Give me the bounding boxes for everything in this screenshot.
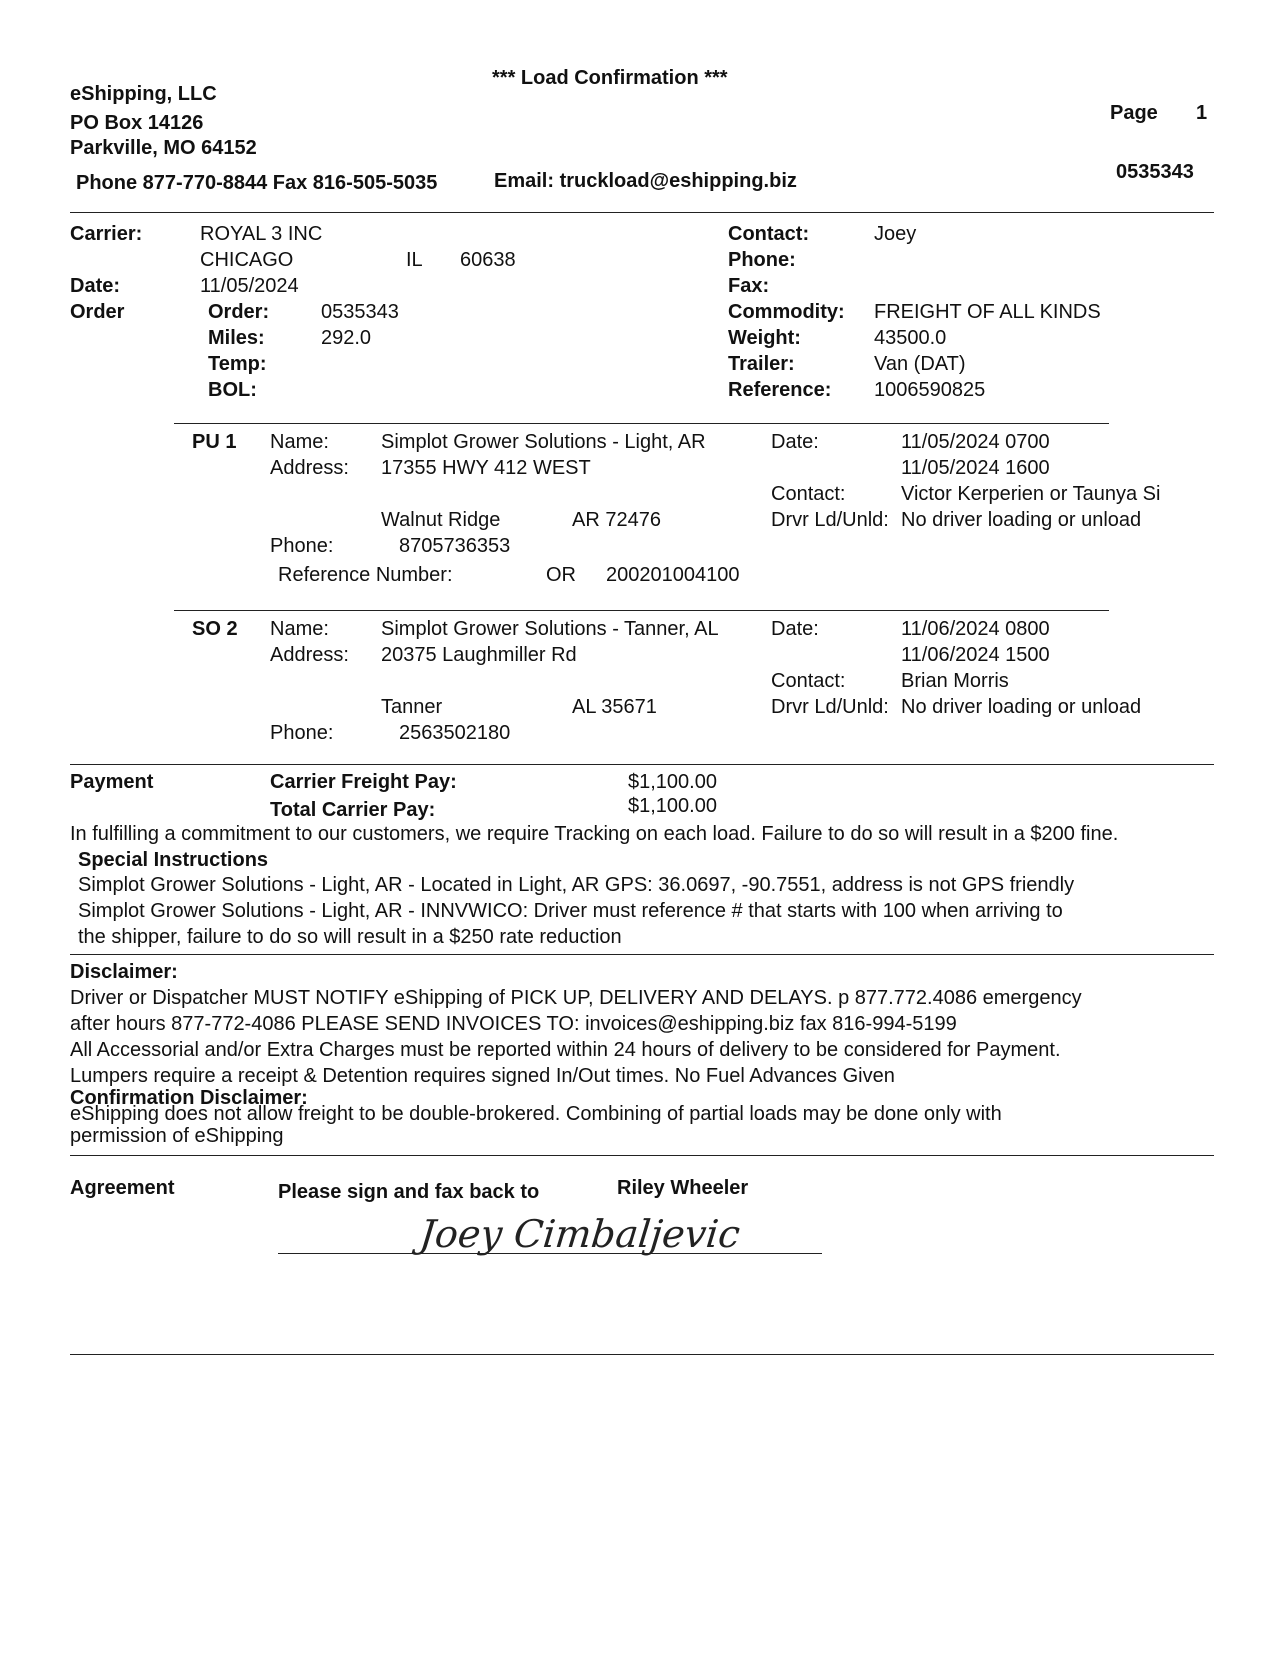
stop2-date-start: 11/06/2024 0800 bbox=[901, 618, 1050, 640]
special-instruction-line: Simplot Grower Solutions - Light, AR - INNVWICO: Driver must reference # that starts with 100 when arriving to bbox=[78, 900, 1063, 922]
disclaimer-line: after hours 877-772-4086 PLEASE SEND INVOICES TO: invoices@eshipping.biz fax 816-994-5199 bbox=[70, 1013, 957, 1035]
reference-label: Reference: bbox=[728, 379, 832, 401]
company-address-line1: PO Box 14126 bbox=[70, 112, 204, 134]
load-number: 0535343 bbox=[1116, 161, 1194, 183]
order-number: 0535343 bbox=[321, 301, 399, 323]
company-name: eShipping, LLC bbox=[70, 83, 217, 105]
carrier-label: Carrier: bbox=[70, 223, 143, 245]
stop1-phone-label: Phone: bbox=[270, 535, 334, 557]
stop1-divider bbox=[174, 423, 1109, 424]
stop2-drvr-label: Drvr Ld/Unld: bbox=[771, 696, 889, 718]
confirmation-date: 11/05/2024 bbox=[200, 275, 299, 297]
stop2-state-zip: AL 35671 bbox=[572, 696, 657, 718]
company-email: Email: truckload@eshipping.biz bbox=[494, 170, 797, 192]
disclaimer-line: Driver or Dispatcher MUST NOTIFY eShipping of PICK UP, DELIVERY AND DELAYS. p 877.772.4086 emergency bbox=[70, 987, 1082, 1009]
stop2-contact: Brian Morris bbox=[901, 670, 1009, 692]
stop1-address: 17355 HWY 412 WEST bbox=[381, 457, 591, 479]
stop1-date-end: 11/05/2024 1600 bbox=[901, 457, 1050, 479]
page-label: Page bbox=[1110, 102, 1158, 124]
disclaimer-line: Lumpers require a receipt & Detention requires signed In/Out times. No Fuel Advances Given bbox=[70, 1065, 895, 1087]
carrier-city: CHICAGO bbox=[200, 249, 294, 271]
stop1-address-label: Address: bbox=[270, 457, 349, 479]
special-instruction-line: the shipper, failure to do so will result in a $250 rate reduction bbox=[78, 926, 622, 948]
commodity-label: Commodity: bbox=[728, 301, 845, 323]
stop2-address-label: Address: bbox=[270, 644, 349, 666]
disclaimer-line: All Accessorial and/or Extra Charges must be reported within 24 hours of delivery to be considered for Payment. bbox=[70, 1039, 1061, 1061]
stop1-contact-label: Contact: bbox=[771, 483, 846, 505]
stop2-code: SO 2 bbox=[192, 618, 238, 640]
sign-prompt: Please sign and fax back to bbox=[278, 1181, 540, 1203]
stop1-code: PU 1 bbox=[192, 431, 237, 453]
carrier-name: ROYAL 3 INC bbox=[200, 223, 323, 245]
stop2-name-label: Name: bbox=[270, 618, 329, 640]
trailer-value: Van (DAT) bbox=[874, 353, 966, 375]
stop2-phone: 2563502180 bbox=[399, 722, 511, 744]
company-address-line2: Parkville, MO 64152 bbox=[70, 137, 257, 159]
reference-value: 1006590825 bbox=[874, 379, 986, 401]
stop2-date-end: 11/06/2024 1500 bbox=[901, 644, 1050, 666]
order-section-label: Order bbox=[70, 301, 125, 323]
stop1-date-start: 11/05/2024 0700 bbox=[901, 431, 1050, 453]
weight-label: Weight: bbox=[728, 327, 801, 349]
confirmation-disclaimer-line: permission of eShipping bbox=[70, 1125, 284, 1147]
stop1-drvr: No driver loading or unload bbox=[901, 509, 1142, 531]
agreement-contact-name: Riley Wheeler bbox=[617, 1177, 749, 1199]
weight-value: 43500.0 bbox=[874, 327, 947, 349]
stop2-city: Tanner bbox=[381, 696, 443, 718]
trailer-label: Trailer: bbox=[728, 353, 795, 375]
stop2-contact-label: Contact: bbox=[771, 670, 846, 692]
miles-value: 292.0 bbox=[321, 327, 372, 349]
agreement-divider bbox=[70, 1155, 1214, 1156]
payment-divider bbox=[70, 764, 1214, 765]
agreement-label: Agreement bbox=[70, 1177, 175, 1199]
signature: Joey Cimbaljevic bbox=[417, 1212, 743, 1256]
date-label: Date: bbox=[70, 275, 121, 297]
phone-label: Phone: bbox=[728, 249, 796, 271]
fax-label: Fax: bbox=[728, 275, 770, 297]
carrier-zip: 60638 bbox=[460, 249, 516, 271]
confirmation-disclaimer-line: eShipping does not allow freight to be double-brokered. Combining of partial loads may be done only with bbox=[70, 1103, 1002, 1125]
header-divider bbox=[70, 212, 1214, 213]
disclaimer-label: Disclaimer: bbox=[70, 961, 178, 983]
stop1-ref-value: 200201004100 bbox=[606, 564, 740, 586]
temp-label: Temp: bbox=[208, 353, 267, 375]
stop2-drvr: No driver loading or unload bbox=[901, 696, 1142, 718]
total-pay-value: $1,100.00 bbox=[628, 795, 717, 817]
stop1-phone: 8705736353 bbox=[399, 535, 511, 557]
company-phone-fax: Phone 877-770-8844 Fax 816-505-5035 bbox=[76, 172, 438, 194]
stop2-date-label: Date: bbox=[771, 618, 819, 640]
stop1-drvr-label: Drvr Ld/Unld: bbox=[771, 509, 889, 531]
carrier-state: IL bbox=[406, 249, 423, 271]
special-instruction-line: Simplot Grower Solutions - Light, AR - Located in Light, AR GPS: 36.0697, -90.7551, address is not GPS friendly bbox=[78, 874, 1075, 896]
stop1-contact: Victor Kerperien or Taunya Si bbox=[901, 483, 1161, 505]
tracking-note: In fulfilling a commitment to our customers, we require Tracking on each load. Failure to do so will result in a $200 fine. bbox=[70, 823, 1119, 845]
disclaimer-divider bbox=[70, 954, 1214, 955]
document-title: *** Load Confirmation *** bbox=[492, 67, 728, 89]
stop2-phone-label: Phone: bbox=[270, 722, 334, 744]
stop1-ref-type: OR bbox=[546, 564, 576, 586]
total-pay-label: Total Carrier Pay: bbox=[270, 799, 436, 821]
confirmation-disclaimer-label: Confirmation Disclaimer: bbox=[70, 1087, 308, 1109]
stop1-state-zip: AR 72476 bbox=[572, 509, 661, 531]
bol-label: BOL: bbox=[208, 379, 257, 401]
contact-value: Joey bbox=[874, 223, 917, 245]
stop2-name: Simplot Grower Solutions - Tanner, AL bbox=[381, 618, 719, 640]
miles-label: Miles: bbox=[208, 327, 265, 349]
stop1-name: Simplot Grower Solutions - Light, AR bbox=[381, 431, 706, 453]
order-label: Order: bbox=[208, 301, 270, 323]
special-instructions-label: Special Instructions bbox=[78, 849, 269, 871]
stop1-name-label: Name: bbox=[270, 431, 329, 453]
freight-pay-label: Carrier Freight Pay: bbox=[270, 771, 457, 793]
stop2-divider bbox=[174, 610, 1109, 611]
payment-label: Payment bbox=[70, 771, 154, 793]
stop1-city: Walnut Ridge bbox=[381, 509, 501, 531]
signature-line bbox=[278, 1253, 822, 1254]
stop1-ref-label: Reference Number: bbox=[278, 564, 453, 586]
stop1-date-label: Date: bbox=[771, 431, 819, 453]
commodity-value: FREIGHT OF ALL KINDS bbox=[874, 301, 1101, 323]
page-number: 1 bbox=[1196, 102, 1208, 124]
contact-label: Contact: bbox=[728, 223, 810, 245]
stop2-address: 20375 Laughmiller Rd bbox=[381, 644, 577, 666]
footer-divider bbox=[70, 1354, 1214, 1355]
freight-pay-value: $1,100.00 bbox=[628, 771, 717, 793]
